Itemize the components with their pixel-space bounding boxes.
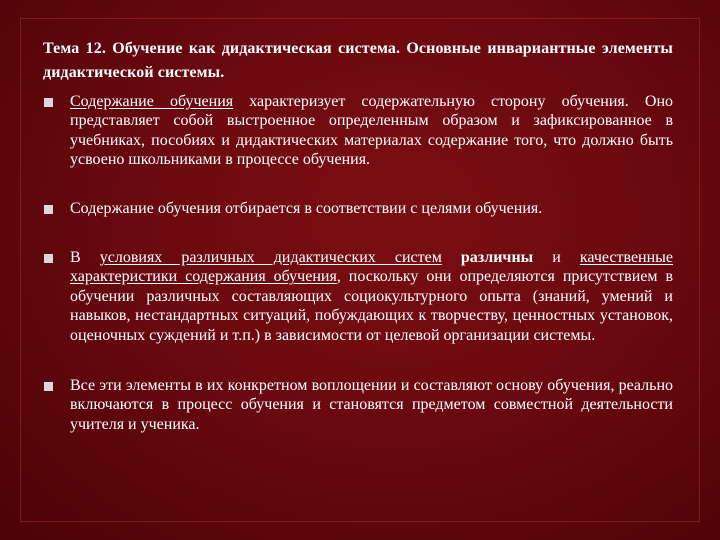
square-bullet-icon (44, 382, 53, 391)
bullet-underlined-term: качественные характеристики содержания обучения (70, 249, 674, 286)
bullet-text-joiner: и (533, 249, 580, 267)
bullet-bold-term: различны (460, 249, 534, 267)
bullet-item (43, 376, 673, 434)
bullet-text: Содержание обучения отбирается в соответствии с целями обучения. (70, 199, 543, 217)
square-bullet-icon (44, 205, 53, 214)
bullet-underlined-term: условиях различных дидактических систем (99, 249, 442, 267)
bullet-underlined-term: Содержание обучения (70, 93, 234, 110)
bullet-text: Все эти элементы в их конкретном воплощении и составляют основу обучения, реально включаются в процесс обучения и становятся предметом совместной деятельности учителя и ученика. (70, 377, 673, 433)
square-bullet-icon (44, 98, 53, 107)
bullet-item (43, 92, 673, 170)
bullet-list (43, 92, 673, 434)
bullet-item (43, 199, 673, 218)
bullet-text-prefix: В (70, 249, 100, 267)
bullet-item (43, 248, 673, 345)
square-bullet-icon (44, 254, 53, 263)
bullet-text: , поскольку они определяются присутствием в обучении различных составляющих социокультурного опыта (знаний, умений и навыков, нестандартных ситуаций, побуждающих к творчеству, ценностных установок, оценочных суждений и т.п.) в зависимости от целевой организации системы. (70, 268, 674, 344)
slide-title: Тема 12. Обучение как дидактическая система. Основные инвариантные элементы дидактической системы. (43, 40, 673, 81)
bullet-text: характеризует содержательную сторону обучения. Оно представляет собой выстроенное определенным образом и зафиксированное в учебниках, пособиях и дидактических материалах содержание того, что должно быть усвоено школьниками в процессе обучения. (70, 93, 674, 169)
bullet-text-joiner (442, 249, 461, 266)
